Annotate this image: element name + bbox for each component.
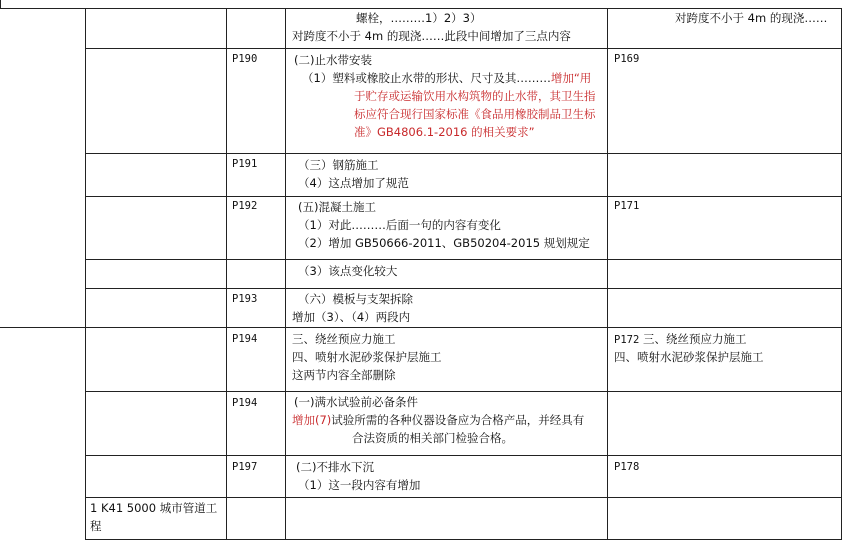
row-3-desc-line-3: （2）增加 GB50666-2011、GB50204-2015 规划规定: [298, 236, 590, 250]
row-6-new-line-1-text: 三、绕丝预应力施工: [642, 332, 747, 346]
grid-line: [85, 288, 842, 289]
grid-line: [226, 8, 227, 539]
row-0-new-desc: 对跨度不小于 4m 的现浇……: [675, 11, 828, 25]
row-8-desc: [292, 458, 420, 494]
row-6-new-page: P172: [614, 334, 640, 346]
row-1-desc-title: (二)止水带安装: [294, 53, 372, 67]
row-8-new-page: P178: [614, 461, 640, 473]
grid-line: [85, 153, 842, 154]
row-2-desc: [298, 156, 409, 192]
row-0-desc-line-1: 螺栓，………1）2）3）: [356, 11, 482, 25]
row-9-chapter: [90, 499, 217, 535]
row-1-new-page: P169: [614, 53, 640, 65]
row-0-desc: [292, 9, 571, 45]
row-3-desc-line-2: （1）对此………后面一句的内容有变化: [298, 218, 501, 232]
row-6-new: [614, 330, 764, 366]
row-1-desc-added-3: 准》GB4806.1-2016 的相关要求”: [354, 125, 535, 139]
row-6-new-line-1: [614, 330, 764, 348]
grid-line: [607, 8, 608, 539]
row-1-desc-line-1-added: 增加“用: [550, 71, 592, 85]
grid-line: [85, 48, 842, 49]
row-1-desc-line-1: [294, 69, 596, 87]
grid-line: [85, 455, 842, 456]
row-4-desc: （3）该点变化较大: [298, 264, 398, 278]
grid-line: [85, 497, 842, 498]
row-9-chapter-line-1: 1 K41 5000 城市管道工: [90, 501, 218, 515]
row-6-desc-line-1: 三、绕丝预应力施工: [292, 332, 396, 346]
row-5-desc-line-2: 增加（3）、（4）两段内: [292, 310, 411, 324]
row-7-desc-line-3: 合法资质的相关部门检验合格。: [352, 431, 513, 445]
row-1-desc-line-1-text: （1）塑料或橡胶止水带的形状、尺寸及其………: [302, 71, 551, 85]
row-7-desc-added: 增加(7): [292, 413, 332, 427]
row-6-desc-line-3: 这两节内容全部删除: [292, 368, 396, 382]
grid-line: [285, 8, 286, 539]
row-2-desc-line-1: （三）钢筋施工: [298, 158, 379, 172]
row-3-new-page: P171: [614, 200, 640, 212]
grid-line: [841, 8, 842, 539]
grid-line: [85, 539, 842, 540]
row-8-desc-line-1: (二)不排水下沉: [296, 460, 374, 474]
row-9-chapter-line-2: 程: [90, 519, 102, 533]
row-7-desc: [292, 393, 584, 447]
row-7-desc-title: (一)满水试验前必备条件: [294, 395, 418, 409]
row-6-new-line-2: 四、喷射水泥砂浆保护层施工: [614, 350, 764, 364]
row-6-page: P194: [232, 333, 258, 345]
row-8-page: P197: [232, 461, 258, 473]
row-5-desc: [292, 290, 413, 326]
row-5-page: P193: [232, 293, 258, 305]
row-1-desc-added-1: 于贮存或运输饮用水构筑物的止水带，其卫生指: [354, 89, 596, 103]
grid-line: [85, 196, 842, 197]
row-1-desc: [294, 51, 596, 141]
row-5-desc-line-1: （六）模板与支架拆除: [298, 292, 413, 306]
row-1-desc-added-2: 标应符合现行国家标准《食品用橡胶制品卫生标: [354, 107, 596, 121]
row-7-desc-line-2-text: 试验所需的各种仪器设备应为合格产品，并经具有: [331, 413, 585, 427]
row-6-desc-line-2: 四、喷射水泥砂浆保护层施工: [292, 350, 442, 364]
grid-line: [0, 0, 1, 8]
row-2-desc-line-2: （4）这点增加了规范: [298, 176, 409, 190]
row-2-page: P191: [232, 158, 258, 170]
grid-line: [0, 327, 842, 328]
row-3-desc-line-1: (五)混凝土施工: [298, 200, 376, 214]
grid-line: [85, 391, 842, 392]
row-6-desc: [292, 330, 442, 384]
grid-line: [85, 259, 842, 260]
row-7-desc-line-2: [292, 411, 584, 429]
row-3-page: P192: [232, 200, 258, 212]
row-1-page: P190: [232, 53, 258, 65]
row-3-desc: [298, 198, 590, 252]
row-7-page: P194: [232, 397, 258, 409]
row-0-desc-line-2: 对跨度不小于 4m 的现浇……此段中间增加了三点内容: [292, 29, 571, 43]
row-8-desc-line-2: （1）这一段内容有增加: [298, 478, 421, 492]
grid-line: [85, 8, 86, 539]
